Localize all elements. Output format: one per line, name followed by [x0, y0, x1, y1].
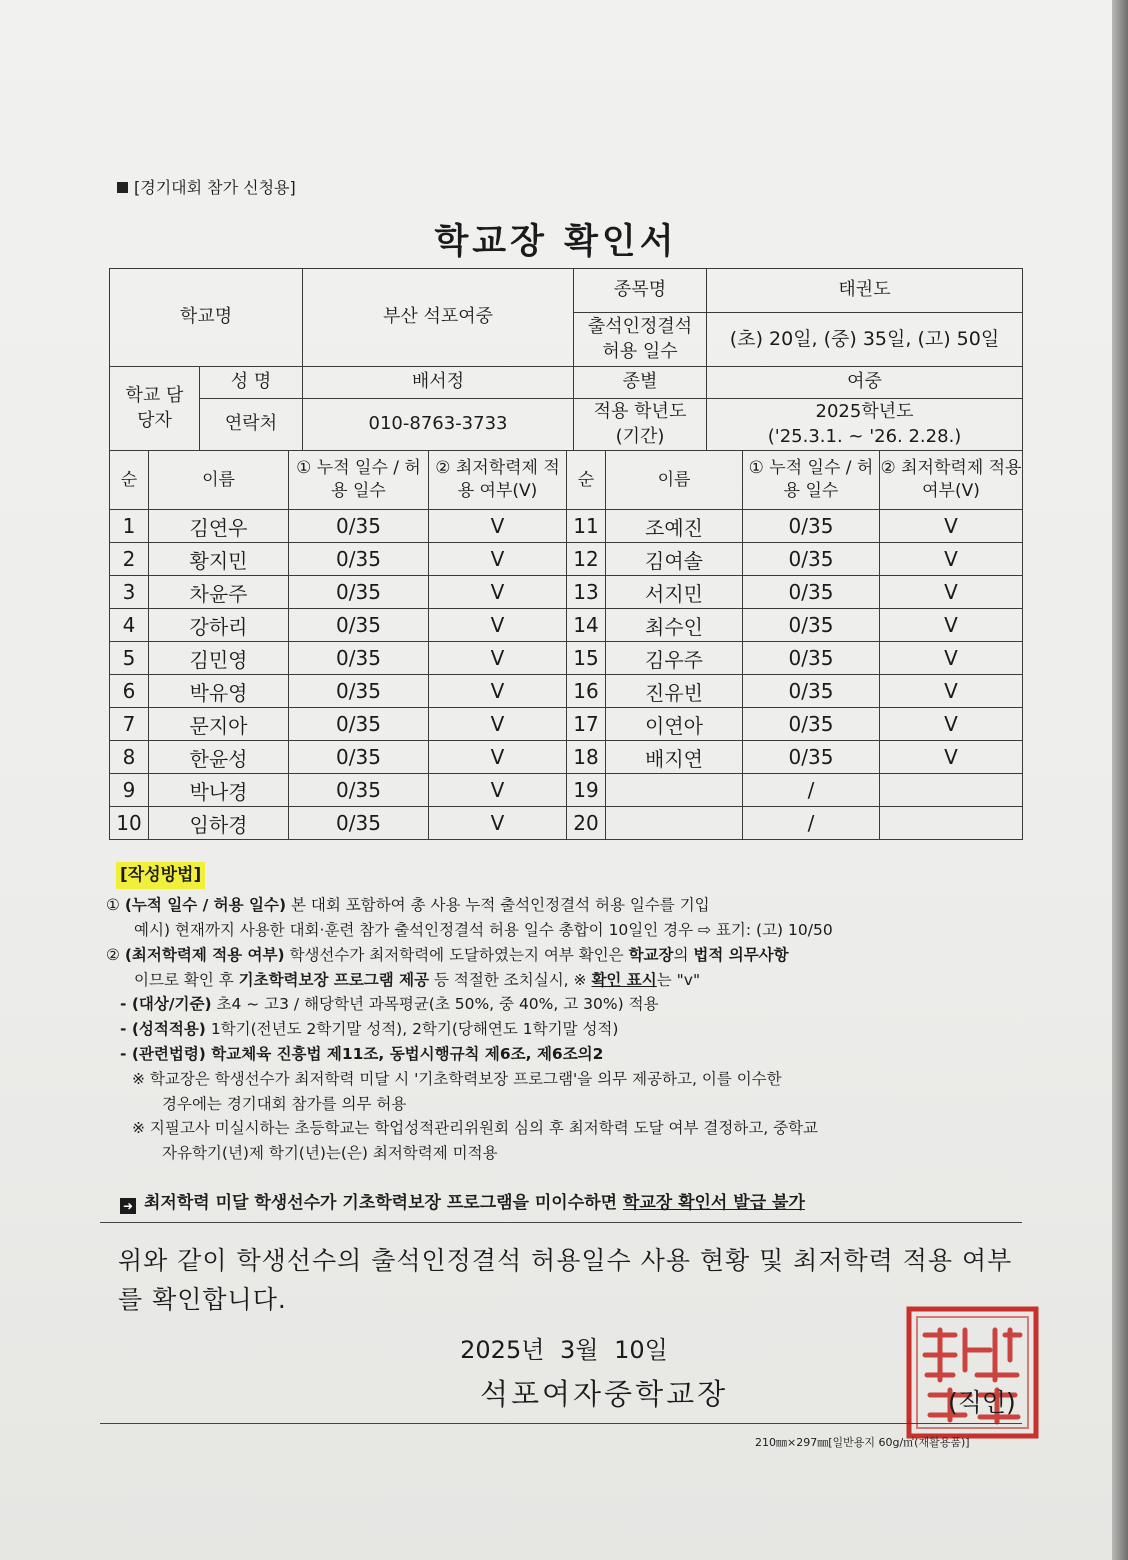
seal-label: (직인) — [948, 1388, 1016, 1417]
roster-name-cell: 김연우 — [149, 510, 289, 543]
item-bold: 학교장 — [628, 945, 674, 964]
sport-value: 태권도 — [707, 269, 1023, 313]
roster-no-cell: 6 — [110, 675, 149, 708]
roster-name-cell — [606, 774, 743, 807]
confirm-text: 위와 같이 학생선수의 출석인정결석 허용일수 사용 현황 및 최저학력 적용 여부를 확인합니다. — [118, 1246, 1013, 1314]
issue-date: 2025년 3월 10일 — [460, 1336, 668, 1364]
roster-days-cell: 0/35 — [743, 609, 880, 642]
header-no: 순 — [110, 451, 149, 510]
roster-days-cell: 0/35 — [289, 675, 429, 708]
roster-no-cell: 7 — [110, 708, 149, 741]
roster-name-cell: 김민영 — [149, 642, 289, 675]
method-note-1-line2: 경우에는 경기대회 참가를 의무 허용 — [162, 1094, 407, 1113]
table-row — [110, 741, 1023, 774]
roster-no-cell: 1 — [110, 510, 149, 543]
roster-mark-cell: V — [429, 807, 567, 840]
form-type-text: [경기대회 참가 신청용] — [134, 178, 296, 197]
method-note-2: ※ 지필고사 미실시하는 초등학교는 학업성적관리위원회 심의 후 최저학력 도달 여부 결정하고, 중학교 — [132, 1119, 819, 1138]
roster-name-cell: 조예진 — [606, 510, 743, 543]
method-item-1-example: 예시) 현재까지 사용한 대회·훈련 참가 출석인정결석 허용 일수 총합이 10일인 경우 ⇨ 표기: (고) 10/50 — [134, 920, 833, 939]
roster-no-cell: 12 — [567, 543, 606, 576]
notice-line — [120, 1188, 805, 1214]
roster-no-cell: 9 — [110, 774, 149, 807]
header-min-academic: ② 최저학력제 적용 여부(V) — [880, 451, 1023, 510]
table-row — [110, 510, 1023, 543]
item-label: - (대상/기준) — [120, 995, 212, 1014]
year-value: 2025학년도 — [815, 401, 914, 423]
table-row — [110, 774, 1023, 807]
roster-name-cell: 김여솔 — [606, 543, 743, 576]
roster-mark-cell: V — [429, 741, 567, 774]
method-item-2-line2 — [106, 968, 1036, 993]
header-days: ① 누적 일수 / 허용 일수 — [743, 451, 880, 510]
category-value: 여중 — [707, 367, 1023, 399]
roster-name-cell — [606, 807, 743, 840]
square-bullet-icon — [117, 182, 128, 193]
divider — [100, 1222, 1022, 1223]
roster-mark-cell: V — [880, 708, 1023, 741]
roster-days-cell: 0/35 — [743, 642, 880, 675]
roster-days-cell: 0/35 — [743, 576, 880, 609]
roster-mark-cell — [880, 774, 1023, 807]
roster-mark-cell: V — [880, 675, 1023, 708]
roster-mark-cell: V — [880, 576, 1023, 609]
item-number: ② — [106, 945, 120, 964]
roster-name-cell: 배지연 — [606, 741, 743, 774]
roster-no-cell: 16 — [567, 675, 606, 708]
method-target — [106, 992, 1036, 1017]
roster-name-cell: 차윤주 — [149, 576, 289, 609]
paper-spec-footnote: 210㎜×297㎜[일반용지 60g/㎡(재활용품)] — [755, 1436, 970, 1449]
roster-days-cell: 0/35 — [743, 708, 880, 741]
writing-method — [106, 862, 1036, 1166]
item-text: 학생선수가 최저학력에 도달하였는지 여부 확인은 — [284, 945, 629, 964]
roster-name-cell: 문지아 — [149, 708, 289, 741]
roster-name-cell: 진유빈 — [606, 675, 743, 708]
year-label: 적용 학년도 (기간) — [574, 399, 707, 451]
roster-days-cell: 0/35 — [289, 642, 429, 675]
method-note-1: ※ 학교장은 학생선수가 최저학력 미달 시 '기초학력보장 프로그램'을 의무 제공하고, 이를 이수한 — [132, 1069, 782, 1088]
phone-label: 연락처 — [200, 399, 303, 451]
roster-days-cell: 0/35 — [743, 675, 880, 708]
roster-no-cell: 10 — [110, 807, 149, 840]
roster-mark-cell: V — [880, 510, 1023, 543]
roster-no-cell: 8 — [110, 741, 149, 774]
roster-no-cell: 13 — [567, 576, 606, 609]
page-edge-shadow — [1112, 0, 1128, 1560]
roster-days-cell: 0/35 — [289, 774, 429, 807]
roster-name-cell: 김우주 — [606, 642, 743, 675]
allowed-days-value: (초) 20일, (중) 35일, (고) 50일 — [707, 313, 1023, 367]
roster-name-cell: 한윤성 — [149, 741, 289, 774]
roster-days-cell: 0/35 — [289, 807, 429, 840]
item-bold: 법적 의무사항 — [693, 945, 789, 964]
item-text: 의 — [673, 945, 694, 964]
roster-days-cell: 0/35 — [289, 741, 429, 774]
roster-no-cell: 14 — [567, 609, 606, 642]
item-number: ① — [106, 896, 120, 915]
notice-text: 최저학력 미달 학생선수가 기초학력보장 프로그램을 미이수하면 — [144, 1193, 623, 1213]
item-label: (최저학력제 적용 여부) — [124, 945, 285, 964]
item-text: 등 적절한 조치실시, ※ — [429, 970, 592, 989]
method-note-2-line2: 자유학기(년)제 학기(년)는(은) 최저학력제 미적용 — [162, 1144, 498, 1163]
year-cell — [707, 399, 1023, 451]
method-law: - (관련법령) 학교체육 진흥법 제11조, 동법시행규칙 제6조, 제6조의2 — [120, 1044, 604, 1063]
principal-name: 석포여자중학교장 — [480, 1377, 729, 1411]
roster-no-cell: 15 — [567, 642, 606, 675]
name-value: 배서정 — [303, 367, 574, 399]
roster-no-cell: 5 — [110, 642, 149, 675]
roster-no-cell: 17 — [567, 708, 606, 741]
roster-mark-cell: V — [880, 609, 1023, 642]
table-row — [110, 543, 1023, 576]
roster-name-cell: 황지민 — [149, 543, 289, 576]
roster-mark-cell: V — [880, 642, 1023, 675]
period-value: ('25.3.1. ~ '26. 2.28.) — [767, 425, 962, 447]
roster-mark-cell: V — [429, 708, 567, 741]
roster-no-cell: 19 — [567, 774, 606, 807]
phone-value: 010-8763-3733 — [303, 399, 574, 451]
item-text: 1학기(전년도 2학기말 성적), 2학기(당해연도 1학기말 성적) — [205, 1020, 619, 1039]
roster-no-cell: 18 — [567, 741, 606, 774]
allowed-days-label: 출석인정결석 허용 일수 — [574, 313, 707, 367]
roster-days-cell: 0/35 — [289, 543, 429, 576]
roster-mark-cell: V — [429, 510, 567, 543]
item-text: 본 대회 포함하여 총 사용 누적 출석인정결석 허용 일수를 기입 — [286, 896, 710, 915]
arrow-right-box-icon: ➜ — [120, 1198, 136, 1214]
roster-name-cell: 강하리 — [149, 609, 289, 642]
roster-days-cell: / — [743, 774, 880, 807]
roster-mark-cell: V — [429, 675, 567, 708]
form-type-label — [117, 175, 296, 198]
notice-underlined: 학교장 확인서 발급 불가 — [622, 1193, 805, 1213]
name-label: 성 명 — [200, 367, 303, 399]
item-bold: 기초학력보장 프로그램 제공 — [238, 970, 430, 989]
roster-mark-cell: V — [429, 642, 567, 675]
roster-no-cell: 11 — [567, 510, 606, 543]
roster-no-cell: 4 — [110, 609, 149, 642]
official-seal-icon — [905, 1305, 1040, 1440]
divider — [100, 1423, 1022, 1424]
roster-no-cell: 3 — [110, 576, 149, 609]
item-bold: 확인 표시 — [591, 970, 657, 989]
item-text: 초4 ~ 고3 / 해당학년 과목평균(초 50%, 중 40%, 고 30%) 적용 — [211, 995, 659, 1014]
table-row — [110, 675, 1023, 708]
method-title: [작성방법] — [116, 862, 205, 889]
item-text: 이므로 확인 후 — [134, 970, 239, 989]
roster-days-cell: / — [743, 807, 880, 840]
roster-mark-cell — [880, 807, 1023, 840]
roster-mark-cell: V — [880, 543, 1023, 576]
roster-days-cell: 0/35 — [743, 741, 880, 774]
roster-days-cell: 0/35 — [289, 576, 429, 609]
method-item-2 — [106, 943, 1036, 968]
item-label: - (성적적용) — [120, 1020, 206, 1039]
header-min-academic: ② 최저학력제 적용 여부(V) — [429, 451, 567, 510]
table-row — [110, 642, 1023, 675]
roster-days-cell: 0/35 — [289, 708, 429, 741]
roster-mark-cell: V — [429, 576, 567, 609]
method-item-1 — [106, 893, 1036, 918]
roster-name-cell: 임하경 — [149, 807, 289, 840]
roster-no-cell: 2 — [110, 543, 149, 576]
item-text: 는 "v" — [656, 970, 701, 989]
roster-mark-cell: V — [880, 741, 1023, 774]
category-label: 종별 — [574, 367, 707, 399]
roster-days-cell: 0/35 — [743, 510, 880, 543]
info-table — [109, 268, 1023, 451]
roster-name-cell: 최수인 — [606, 609, 743, 642]
header-no: 순 — [567, 451, 606, 510]
roster-days-cell: 0/35 — [743, 543, 880, 576]
item-label: (누적 일수 / 허용 일수) — [124, 896, 287, 915]
roster-table — [109, 450, 1023, 840]
roster-name-cell: 서지민 — [606, 576, 743, 609]
roster-name-cell: 이연아 — [606, 708, 743, 741]
table-row — [110, 708, 1023, 741]
school-name: 부산 석포여중 — [303, 269, 574, 367]
roster-days-cell: 0/35 — [289, 609, 429, 642]
method-grade — [106, 1017, 1036, 1042]
roster-mark-cell: V — [429, 543, 567, 576]
table-row — [110, 807, 1023, 840]
table-row — [110, 576, 1023, 609]
header-name: 이름 — [149, 451, 289, 510]
sport-label: 종목명 — [574, 269, 707, 313]
roster-mark-cell: V — [429, 609, 567, 642]
contact-person-label: 학교 담당자 — [110, 367, 200, 451]
school-label: 학교명 — [110, 269, 303, 367]
roster-mark-cell: V — [429, 774, 567, 807]
roster-no-cell: 20 — [567, 807, 606, 840]
header-name: 이름 — [606, 451, 743, 510]
roster-name-cell: 박나경 — [149, 774, 289, 807]
table-row — [110, 609, 1023, 642]
roster-days-cell: 0/35 — [289, 510, 429, 543]
roster-name-cell: 박유영 — [149, 675, 289, 708]
header-days: ① 누적 일수 / 허용 일수 — [289, 451, 429, 510]
page-title: 학교장 확인서 — [434, 222, 678, 262]
